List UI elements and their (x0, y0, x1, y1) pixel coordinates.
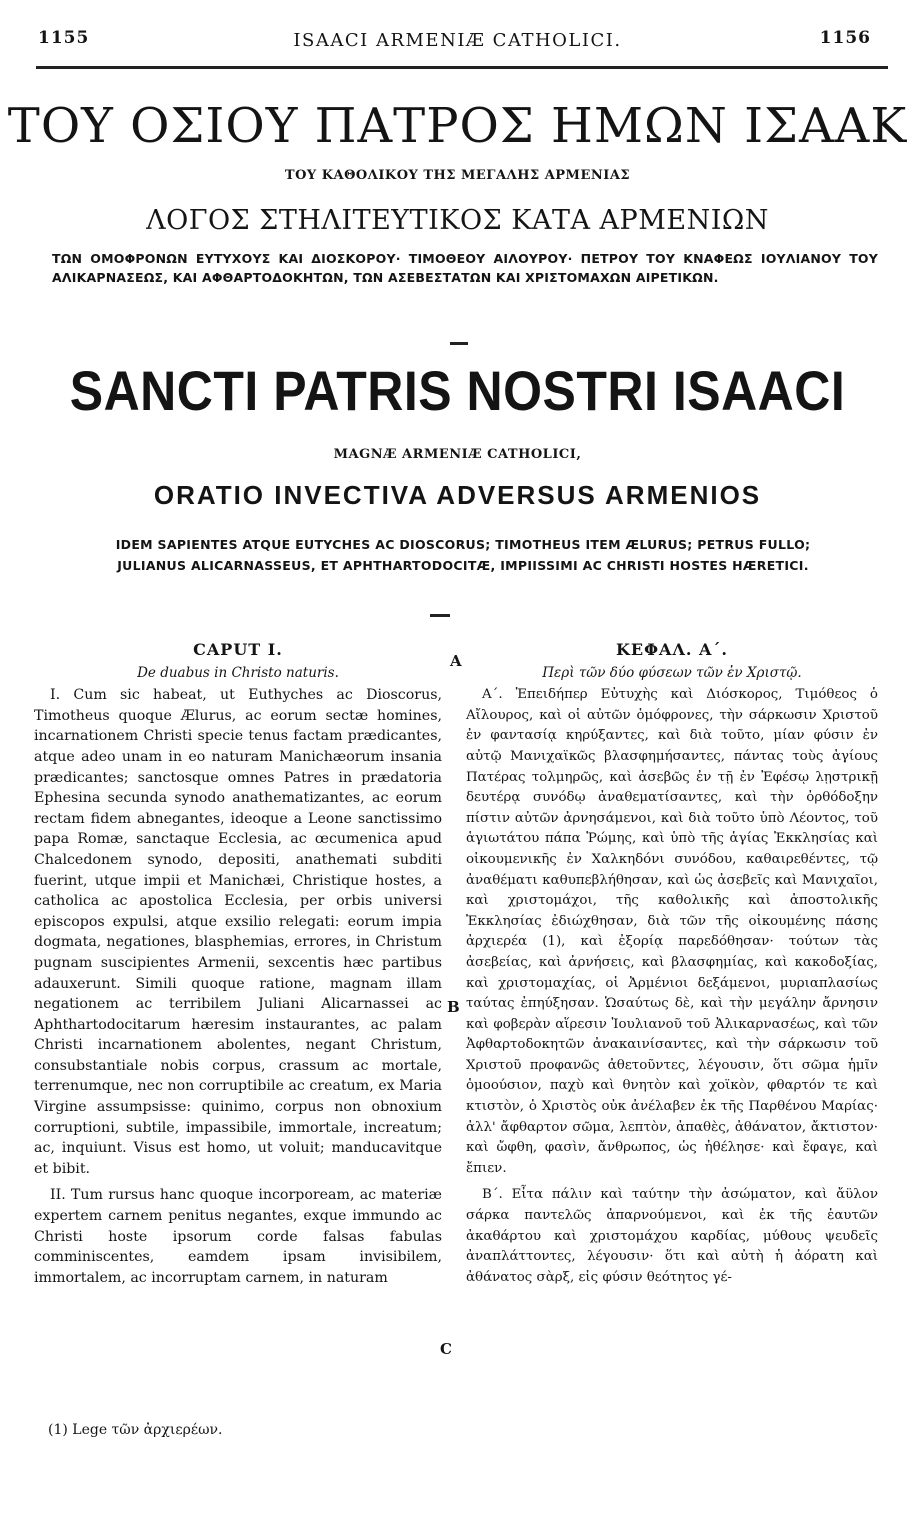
running-header (0, 28, 915, 68)
greek-subtitle: ΤΟΥ ΚΑΘΟΛΙΚΟΥ ΤΗΣ ΜΕΓΑΛΗΣ ΑΡΜΕΝΙΑΣ (284, 168, 631, 183)
footnote: (1) Lege τῶν ἀρχιερέων. (48, 1422, 223, 1438)
greek-paragraph-1: Α΄. Ἐπειδήπερ Εὐτυχὴς καὶ Διόσκορος, Τιμόθεος ὁ Αἴλουρος, καὶ οἱ αὐτῶν ὁμόφρονες, τὴν σάρκωσιν Χριστοῦ ἐν φαντασίᾳ κηρύξαντες, καὶ διὰ τοῦτο, μίαν φύσιν ἐν αὐτῷ Μανιχαϊκῶς βλασφημήσαντες, πάντας τοὺς ἁγίους Πατέρας τολμηρῶς, καὶ ἀσεβῶς ἐν τῇ ἐν Ἐφέσῳ λῃστρικῇ δευτέρᾳ συνόδῳ ἀναθεματίσαντες, καὶ τὴν ὀρθόδοξην πίστιν αὐτῶν ἀρνησάμενοι, καὶ διὰ τοῦτο ὑπὸ Λέοντος, τοῦ ἁγιωτάτου πάπα Ῥώμης, καὶ ὑπὸ τῆς ἁγίας Ἐκκλησίας καὶ οἰκουμενικῆς ἐν Χαλκηδόνι συνόδου, καθαιρεθέντες, τῷ ἀναθέματι καθυπεβλήθησαν, καὶ ὡς ἀσεβεῖς καὶ Μανιχαῖοι, καὶ χριστομάχοι, τῆς καθολικῆς καὶ ἀποστολικῆς Ἐκκλησίας ἐδιώχθησαν, διὰ τῶν τῆς οἰκουμένης πάσης ἀρχιερέα (1), καὶ ἐξορίᾳ παρεδόθησαν· τούτων τὰς ἀσεβείας, καὶ ἀρνήσεις, καὶ βλασφημίας, καὶ κακοδοξίας, καὶ χριστομαχίας, οἱ Ἀρμένιοι δεξάμενοι, μυριαπλασίως ταύτας ἐπηύξησαν. Ὡσαύτως δὲ, καὶ τὴν μεγάλην ἄρνησιν καὶ φοβερὰν αἵρεσιν Ἰουλιανοῦ τοῦ Ἀλικαρνασέως, καὶ τῶν Ἀφθαρτοδοκητῶν ἀνακαινίσαντες, καὶ τὴν σάρκωσιν τοῦ Χριστοῦ προφανῶς ἀθετοῦντες, λέγουσιν, ὅτι σῶμα ἡμῖν ὁμοούσιον, παχὺ καὶ θνητὸν καὶ χοϊκὸν, φθαρτόν τε καὶ κτιστὸν, ὁ Χριστὸς οὐκ ἀνέλαβεν ἐκ τῆς Παρθένου Μαρίας· ἀλλ' ἄφθαρτον σῶμα, λεπτὸν, ἀπαθὲς, ἀθάνατον, ἄκτιστον· καὶ ὤφθη, φασὶν, ἄνθρωπος, ὡς ἠθέλησε· καὶ ἔφαγε, καὶ ἔπιεν. (466, 687, 878, 1176)
latin-paragraph-2: II. Tum rursus hanc quoque incorpoream, ac materiæ expertem carnem penitus negantes, exque immundo ac Christi hoste ipsorum corde falsas fabulas comminiscentes, eamdem ipsam invisibilem, immortalem, ac incorruptam carnem, in naturam (34, 1187, 442, 1286)
latin-chapter-heading: CAPUT I. (193, 640, 283, 659)
margin-marker-b: B (447, 998, 460, 1016)
greek-oration-title: ΛΟΓΟΣ ΣΤΗΛΙΤΕΥΤΙΚΟΣ ΚΑΤΑ ΑΡΜΕΝΙΩΝ (146, 205, 769, 236)
latin-list-line2: JULIANUS ALICARNASSEUS, ET APHTHARTODOCITÆ, IMPIISSIMI AC CHRISTI HOSTES HÆRETICI. (117, 558, 809, 573)
header-rule (36, 66, 888, 69)
separator-dash (430, 614, 450, 617)
greek-title: ΤΟΥ ΟΣΙΟΥ ΠΑΤΡΟΣ ΗΜΩΝ ΙΣΑΑΚ (7, 98, 908, 154)
latin-heretics-list (38, 534, 888, 576)
latin-column (34, 640, 442, 1288)
greek-column (466, 640, 878, 1288)
greek-paragraph-2: Β΄. Εἶτα πάλιν καὶ ταύτην τὴν ἀσώματον, καὶ ἄϋλον σάρκα παντελῶς ἀπαρνούμενοι, καὶ ἐκ τῆς ἑαυτῶν ἀκαθάρτου καὶ χριστομάχου καρδίας, μύθους ψευδεῖς ἀναπλάττοντες, λέγουσιν· ὅτι καὶ αὐτὴ ἡ ἀόρατη καὶ ἀθάνατος σὰρξ, εἰς φύσιν θεότητος γέ- (466, 1187, 878, 1285)
margin-marker-a: A (450, 652, 462, 670)
page-number-right: 1156 (819, 28, 871, 48)
latin-chapter-subheading: De duabus in Christo naturis. (137, 664, 339, 681)
greek-chapter-heading: ΚΕΦΑΛ. Α΄. (616, 640, 728, 659)
greek-chapter-subheading: Περὶ τῶν δύο φύσεων τῶν ἐν Χριστῷ. (542, 664, 802, 681)
latin-paragraph-1: I. Cum sic habeat, ut Euthyches ac Dioscorus, Timotheus quoque Ælurus, ac eorum sectæ homines, incarnationem Christi specie tenus factam prædicantes, atque adeo unam in eo naturam Manichæorum insania prædicantes; sanctosque omnes Patres in prædatoria Ephesina secunda synodo anathematizantes, ac eorum rectam fidem abnegantes, ideoque a Leone sanctissimo papa Romæ, sanctaque Ecclesia, ac œcumenica apud Chalcedonem synodo, depositi, anathemati subditi fuerint, utque impii et Manichæi, Christique hostes, a catholica ac apostolica Ecclesia, per orbis universi episcopos expulsi, atque exsilio relegati: eorum impia dogmata, negationes, blasphemias, errores, in Christum pugnam suscipientes Armenii, sexcentis hæc partibus adauxerunt. Simili quoque ratione, magnam illam negationem ac terribilem Juliani Alicarnassei ac Aphthartodocitarum hæresim instaurantes, ac palam Christi incarnationem abolentes, negant Christum, consubstantiale nobis corpus, crassum ac mortale, terrenumque, nec non corruptibile ac creatum, ex Maria Virgine assumpsisse: quinimo, corpus non obnoxium corruptioni, subtile, impassibile, immortale, increatum; ac, inquiunt. Visus est homo, ut voluit; manducavitque et bibit. (34, 687, 442, 1177)
latin-title: SANCTI PATRIS NOSTRI ISAACI (69, 359, 846, 423)
greek-heretics-list: ΤΩΝ ΟΜΟΦΡΟΝΩΝ ΕΥΤΥΧΟΥΣ ΚΑΙ ΔΙΟΣΚΟΡΟΥ· ΤΙΜΟΘΕΟΥ ΑΙΛΟΥΡΟΥ· ΠΕΤΡΟΥ ΤΟΥ ΚΝΑΦΕΩΣ ΙΟΥΛΙΑΝΟΥ ΤΟΥ ΑΛΙΚΑΡΝΑΣΕΩΣ, ΚΑΙ ΑΦΘΑΡΤΟΔΟΚΗΤΩΝ, ΤΩΝ ΑΣΕΒΕΣΤΑΤΩΝ ΚΑΙ ΧΡΙΣΤΟΜΑΧΩΝ ΑΙΡΕΤΙΚΩΝ. (52, 251, 878, 285)
latin-subtitle: MAGNÆ ARMENIÆ CATHOLICI, (333, 447, 582, 462)
latin-list-line1: IDEM SAPIENTES ATQUE EUTYCHES AC DIOSCORUS; TIMOTHEUS ITEM ÆLURUS; PETRUS FULLO; (115, 537, 811, 552)
running-title: ISAACI ARMENIÆ CATHOLICI. (293, 30, 622, 51)
separator-dash (450, 342, 468, 345)
page-number-left: 1155 (38, 28, 90, 48)
margin-marker-c: C (440, 1340, 452, 1358)
latin-oration-title: ORATIO INVECTIVA ADVERSUS ARMENIOS (153, 480, 762, 510)
